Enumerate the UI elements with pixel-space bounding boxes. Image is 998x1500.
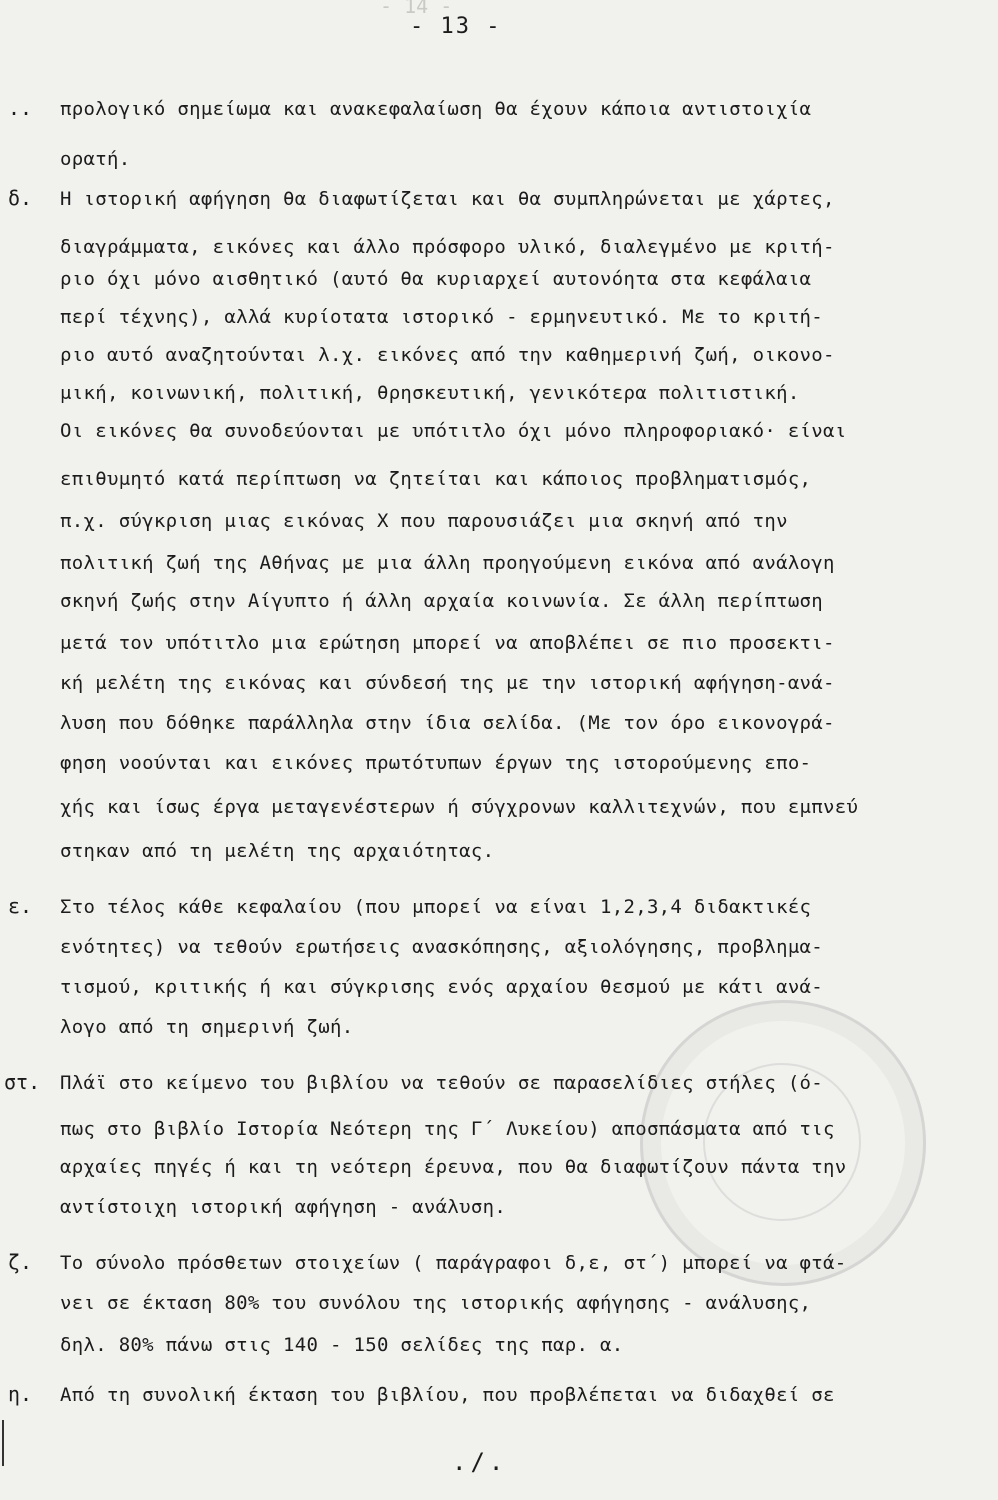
text-line: αντίστοιχη ιστορική αφήγηση - ανάλυση. — [60, 1196, 507, 1218]
text-line: Η ιστορική αφήγηση θα διαφωτίζεται και θα συμπληρώνεται με χάρτες, — [60, 188, 835, 210]
text-line: δηλ. 80% πάνω στις 140 - 150 σελίδες της παρ. α. — [60, 1334, 624, 1356]
text-line: κή μελέτη της εικόνας και σύνδεσή της με την ιστορική αφήγηση-ανά- — [60, 672, 835, 694]
paragraph-marker: ε. — [8, 894, 33, 918]
text-line: ενότητες) να τεθούν ερωτήσεις ανασκόπησης, αξιολόγησης, προβλημα- — [60, 936, 824, 958]
continuation-mark: ./. — [452, 1448, 508, 1476]
text-line: μική, κοινωνική, πολιτική, θρησκευτική, γενικότερα πολιτιστική. — [60, 382, 800, 404]
paragraph-marker: .. — [8, 96, 33, 120]
text-line: Το σύνολο πρόσθετων στοιχείων ( παράγραφοι δ,ε, στ΄) μπορεί να φτά- — [60, 1252, 847, 1274]
paragraph-marker: η. — [8, 1382, 33, 1406]
text-line: λογο από τη σημερινή ζωή. — [60, 1016, 354, 1038]
paragraph-marker: δ. — [8, 186, 33, 210]
text-line: λυση που δόθηκε παράλληλα στην ίδια σελίδα. (Με τον όρο εικονογρά- — [60, 712, 835, 734]
text-line: Οι εικόνες θα συνοδεύονται με υπότιτλο όχι μόνο πληροφοριακό· είναι — [60, 420, 847, 442]
text-line: αρχαίες πηγές ή και τη νεότερη έρευνα, που θα διαφωτίζουν πάντα την — [60, 1156, 847, 1178]
text-line: πως στο βιβλίο Ιστορία Νεότερη της Γ΄ Λυκείου) αποσπάσματα από τις — [60, 1118, 835, 1140]
text-line: τισμού, κριτικής ή και σύγκρισης ενός αρχαίου θεσμού με κάτι ανά- — [60, 976, 824, 998]
text-line: μετά τον υπότιτλο μια ερώτηση μπορεί να αποβλέπει σε πιο προσεκτι- — [60, 632, 835, 654]
text-line: Στο τέλος κάθε κεφαλαίου (που μπορεί να είναι 1,2,3,4 διδακτικές — [60, 896, 812, 918]
bleed-through-page-number: - 14 - — [380, 0, 453, 18]
paragraph-marker: ζ. — [8, 1250, 33, 1274]
text-line: Πλάϊ στο κείμενο του βιβλίου να τεθούν σε παρασελίδιες στήλες (ό- — [60, 1072, 824, 1094]
text-line: ριο όχι μόνο αισθητικό (αυτό θα κυριαρχεί αυτονόητα στα κεφάλαια — [60, 268, 812, 290]
text-line: φηση νοούνται και εικόνες πρωτότυπων έργων της ιστορούμενης επο- — [60, 752, 812, 774]
page-number: - 13 - — [410, 14, 502, 39]
text-line: πολιτική ζωή της Αθήνας με μια άλλη προηγούμενη εικόνα από ανάλογη — [60, 552, 835, 574]
text-line: περί τέχνης), αλλά κυρίοτατα ιστορικό - ερμηνευτικό. Με το κριτή- — [60, 306, 824, 328]
text-line: χής και ίσως έργα μεταγενέστερων ή σύγχρονων καλλιτεχνών, που εμπνεύ — [60, 796, 859, 818]
text-line: σκηνή ζωής στην Αίγυπτο ή άλλη αρχαία κοινωνία. Σε άλλη περίπτωση — [60, 590, 824, 612]
text-line: νει σε έκταση 80% του συνόλου της ιστορικής αφήγησης - ανάλυσης, — [60, 1292, 812, 1314]
margin-bracket-mark — [2, 1420, 10, 1466]
paragraph-marker: στ. — [4, 1070, 41, 1094]
text-line: διαγράμματα, εικόνες και άλλο πρόσφορο υλικό, διαλεγμένο με κριτή- — [60, 236, 835, 258]
text-line: ορατή. — [60, 148, 131, 170]
text-line: επιθυμητό κατά περίπτωση να ζητείται και κάποιος προβληματισμός, — [60, 468, 812, 490]
faded-official-stamp — [640, 1000, 926, 1286]
text-line: Από τη συνολική έκταση του βιβλίου, που προβλέπεται να διδαχθεί σε — [60, 1384, 835, 1406]
text-line: π.χ. σύγκριση μιας εικόνας Χ που παρουσιάζει μια σκηνή από την — [60, 510, 788, 532]
text-line: ριο αυτό αναζητούνται λ.χ. εικόνες από την καθημερινή ζωή, οικονο- — [60, 344, 835, 366]
text-line: στηκαν από τη μελέτη της αρχαιότητας. — [60, 840, 495, 862]
text-line: προλογικό σημείωμα και ανακεφαλαίωση θα έχουν κάποια αντιστοιχία — [60, 98, 812, 120]
